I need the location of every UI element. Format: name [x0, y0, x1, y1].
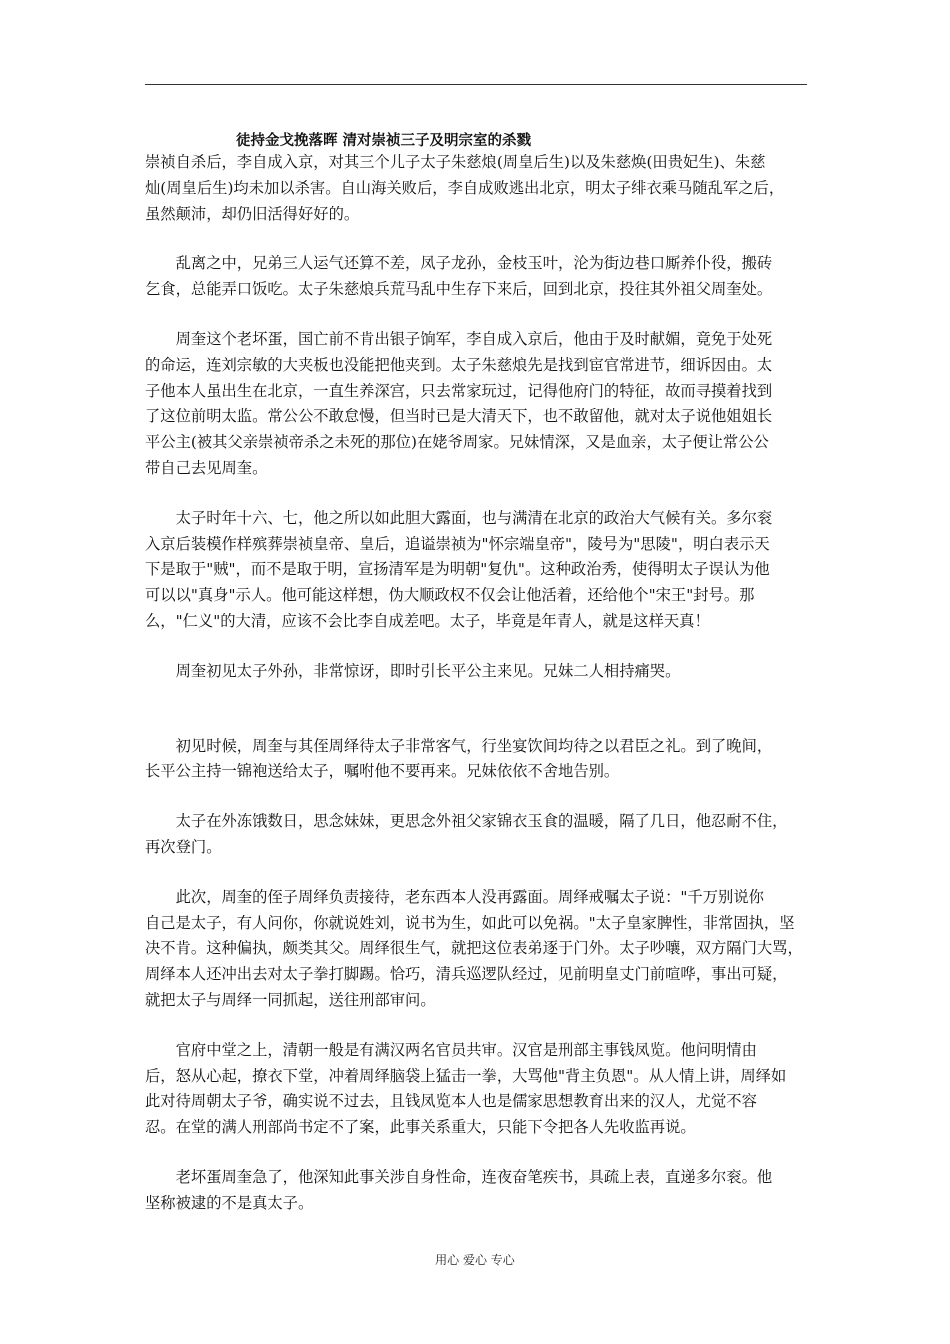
paragraph-9 — [145, 1038, 813, 1141]
paragraph-line: 周奎初见太子外孙，非常惊讶，即时引长平公主来见。兄妹二人相持痛哭。 — [145, 661, 681, 680]
paragraph-line: 可以以"真身"示人。他可能这样想，伪大顺政权不仅会让他活着，还给他个"宋王"封号。那 — [145, 586, 755, 605]
paragraph-6 — [145, 734, 813, 786]
paragraph-line: 周奎这个老坏蛋，国亡前不肯出银子饷军，李自成入京后，他由于及时献媚，竟免于处死 — [145, 329, 773, 348]
paragraph-gap — [145, 785, 813, 809]
paragraph-line: 乱离之中，兄弟三人运气还算不差，凤子龙孙，金枝玉叶，沦为街边巷口厮养仆役，搬砖 — [145, 254, 773, 273]
paragraph-line: 虽然颠沛，却仍旧活得好好的。 — [145, 204, 360, 223]
paragraph-line: 此对待周朝太子爷，确实说不过去，且钱凤览本人也是儒家思想教育出来的汉人，尤觉不容 — [145, 1092, 757, 1111]
paragraph-gap — [145, 303, 813, 327]
paragraph-gap — [145, 1014, 813, 1038]
paragraph-line: 就把太子与周绎一同抓起，送往刑部审问。 — [145, 990, 436, 1009]
paragraph-4 — [145, 506, 813, 635]
paragraph-line: 决不肯。这种偏执，颇类其父。周绎很生气，就把这位表弟逐于门外。太子吵嚷，双方隔门大骂， — [145, 939, 803, 958]
paragraph-line: 平公主(被其父亲崇祯帝杀之未死的那位)在姥爷周家。兄妹情深，又是血亲，太子便让常公公 — [145, 433, 769, 452]
paragraph-line: 了这位前明太监。常公公不敢怠慢，但当时已是大清天下，也不敢留他，就对太子说他姐姐长 — [145, 407, 773, 426]
paragraph-line: 初见时候，周奎与其侄周绎待太子非常客气，行坐宴饮间均待之以君臣之礼。到了晚间， — [145, 736, 773, 755]
header-rule — [145, 84, 807, 85]
paragraph-line: 长平公主持一锦袍送给太子，嘱咐他不要再来。兄妹依依不舍地告别。 — [145, 762, 620, 781]
paragraph-line: 周绎本人还冲出去对太子拳打脚踢。恰巧，清兵巡逻队经过，见前明皇丈门前喧哗，事出可疑， — [145, 965, 788, 984]
paragraph-line: 太子在外冻饿数日，思念妹妹，更思念外祖父家锦衣玉食的温暖，隔了几日，他忍耐不住， — [145, 812, 788, 831]
paragraph-line: 老坏蛋周奎急了，他深知此事关涉自身性命，连夜奋笔疾书，具疏上表，直递多尔衮。他 — [145, 1167, 773, 1186]
document-title: 徒持金戈挽落晖 清对崇祯三子及明宗室的杀戮 — [236, 133, 532, 149]
paragraph-line: 么，"仁义"的大清，应该不会比李自成差吧。太子，毕竟是年青人，就是这样天真！ — [145, 611, 710, 630]
paragraph-1 — [145, 150, 813, 227]
page-footer: 用心 爱心 专心 — [435, 1253, 515, 1267]
paragraph-7 — [145, 809, 813, 861]
paragraph-line: 忍。在堂的满人刑部尚书定不了案，此事关系重大，只能下令把各人先收监再说。 — [145, 1118, 696, 1137]
paragraph-gap — [145, 227, 813, 251]
paragraph-line: 的命运，连刘宗敏的大夹板也没能把他夹到。太子朱慈烺先是找到宦官常进节，细诉因由。太 — [145, 355, 773, 374]
document-body — [145, 150, 813, 1217]
paragraph-gap — [145, 635, 813, 659]
paragraph-line: 带自己去见周奎。 — [145, 458, 268, 477]
paragraph-line: 入京后装模作样殡葬崇祯皇帝、皇后，追谥崇祯为"怀宗端皇帝"，陵号为"思陵"，明白表示天 — [145, 534, 770, 553]
paragraph-line: 后，怒从心起，撩衣下堂，冲着周绎脑袋上猛击一拳，大骂他"背主负恩"。从人情上讲，周绎如 — [145, 1066, 787, 1085]
paragraph-line: 再次登门。 — [145, 837, 222, 856]
paragraph-gap — [145, 482, 813, 506]
paragraph-gap — [145, 861, 813, 885]
paragraph-2 — [145, 251, 813, 303]
paragraph-gap — [145, 685, 813, 734]
paragraph-line: 灿(周皇后生)均未加以杀害。自山海关败后，李自成败逃出北京，明太子绯衣乘马随乱军之后， — [145, 178, 785, 197]
paragraph-3 — [145, 327, 813, 482]
paragraph-line: 官府中堂之上，清朝一般是有满汉两名官员共审。汉官是刑部主事钱凤览。他问明情由 — [145, 1040, 757, 1059]
paragraph-5 — [145, 659, 813, 685]
paragraph-gap — [145, 1141, 813, 1165]
paragraph-line: 子他本人虽出生在北京，一直生养深宫，只去常家玩过，记得他府门的特征，故而寻摸着找到 — [145, 381, 773, 400]
paragraph-line: 太子时年十六、七，他之所以如此胆大露面，也与满清在北京的政治大气候有关。多尔衮 — [145, 508, 773, 527]
paragraph-line: 坚称被逮的不是真太子。 — [145, 1193, 314, 1212]
paragraph-line: 乞食，总能弄口饭吃。太子朱慈烺兵荒马乱中生存下来后，回到北京，投往其外祖父周奎处。 — [145, 280, 773, 299]
paragraph-line: 下是取于"贼"，而不是取于明，宣扬清军是为明朝"复仇"。这种政治秀，使得明太子误认为他 — [145, 560, 770, 579]
paragraph-8 — [145, 885, 813, 1014]
paragraph-line: 自己是太子，有人问你，你就说姓刘，说书为生，如此可以免祸。"太子皇家脾性，非常固执，坚 — [145, 913, 795, 932]
paragraph-line: 崇祯自杀后，李自成入京，对其三个儿子太子朱慈烺(周皇后生)以及朱慈焕(田贵妃生)、朱慈 — [145, 153, 766, 171]
paragraph-10 — [145, 1165, 813, 1217]
paragraph-line: 此次，周奎的侄子周绎负责接待，老东西本人没再露面。周绎戒嘱太子说："千万别说你 — [145, 887, 764, 906]
